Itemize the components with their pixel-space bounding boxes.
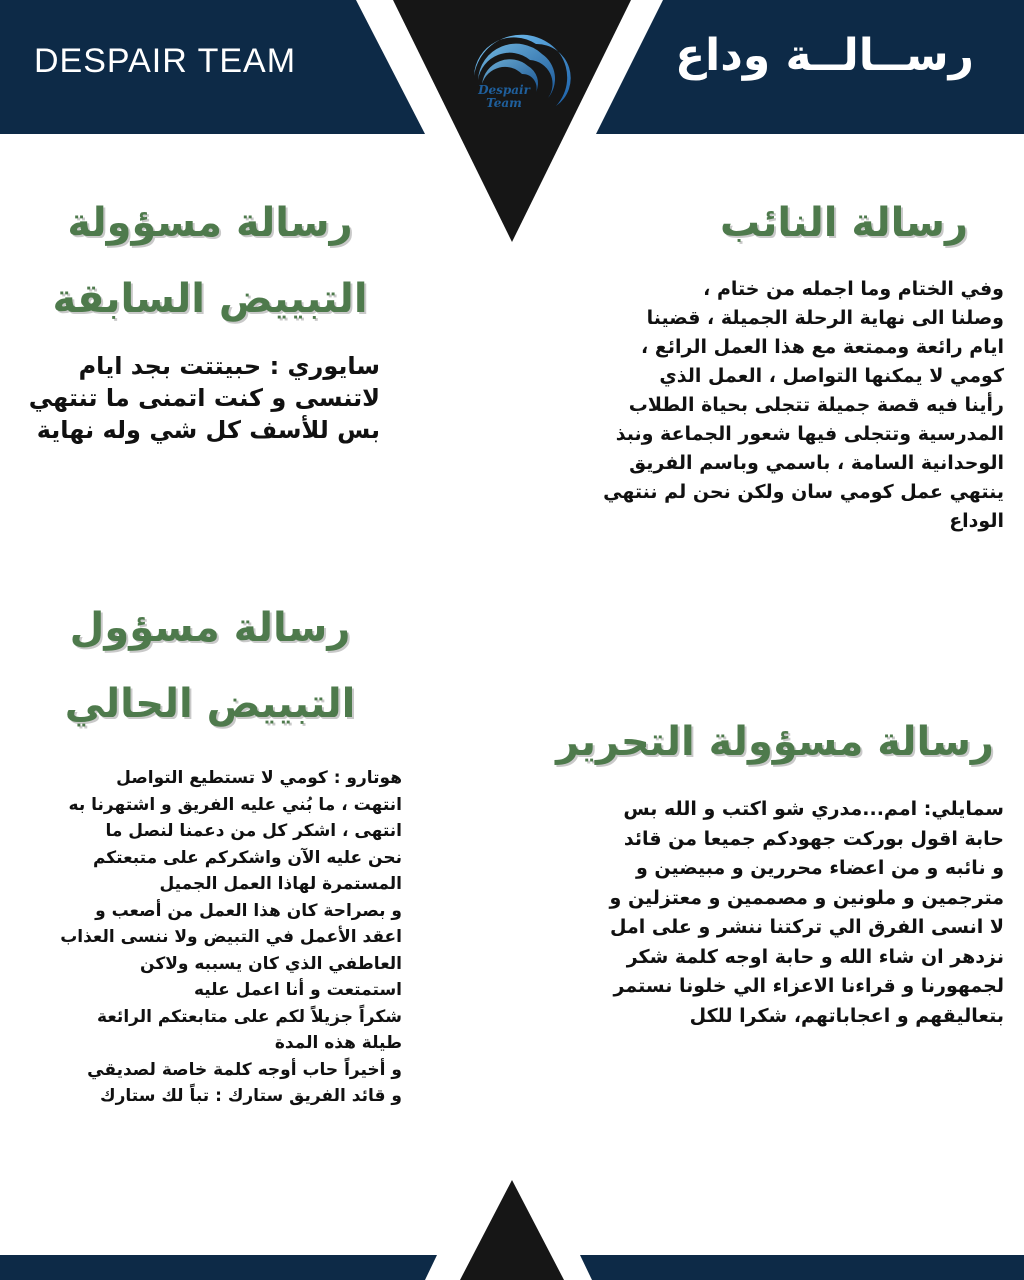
- current-cleaning-line: و قائد الفريق ستارك : تباً لك ستارك: [100, 1086, 402, 1106]
- editor-line: نزدهر ان شاء الله و حابة اوجه كلمة شكر: [626, 945, 1004, 968]
- current-cleaning-line: انتهى ، اشكر كل من دعمنا لنصل ما: [105, 821, 402, 841]
- current-cleaning-heading-line: التبييض الحالي: [64, 681, 356, 727]
- logo-caption: [466, 84, 542, 110]
- editor-line: مترجمين و ملونين و مصممين و معتزلين و: [609, 886, 1004, 909]
- former-cleaning-heading-line: التبييض السابقة: [52, 276, 368, 322]
- current-cleaning-line: و بصراحة كان هذا العمل من أصعب و: [95, 900, 402, 921]
- former-cleaning-line: لاتنسى و كنت اتمنى ما تنتهي: [28, 384, 380, 412]
- former-cleaning-line: سايوري : حبيتتت بجد ايام: [78, 352, 380, 380]
- former-cleaning-heading-line: رسالة مسؤولة: [67, 200, 353, 246]
- deputy-line: الوداع: [949, 510, 1004, 532]
- deputy-line: رأينا فيه قصة جميلة تتجلى بحياة الطلاب: [628, 394, 1004, 416]
- current-cleaning-line: هوتارو : كومي لا تستطيع التواصل: [116, 768, 402, 788]
- deputy-line: وصلنا الى نهاية الرحلة الجميلة ، قضينا: [646, 307, 1004, 329]
- deputy-line: الوحدانية السامة ، باسمي وباسم الفريق: [629, 452, 1004, 474]
- current-cleaning-line: المستمرة لهاذا العمل الجميل: [159, 874, 402, 894]
- current-cleaning-heading: [30, 590, 390, 742]
- deputy-message: [564, 275, 1004, 536]
- deputy-line: كومي لا يمكنها التواصل ، العمل الذي: [659, 365, 1004, 387]
- former-cleaning-line: بس للأسف كل شي وله نهاية: [36, 416, 380, 444]
- deputy-line: المدرسية وتتجلى فيها شعور الجماعة ونبذ: [615, 423, 1004, 445]
- bottom-center-triangle: [460, 1180, 564, 1280]
- former-cleaning-message: [28, 350, 380, 446]
- current-cleaning-line: و أخيراً حاب أوجه كلمة خاصة لصديقي: [87, 1059, 402, 1080]
- deputy-line: ينتهي عمل كومي سان ولكن نحن لم ننتهي: [603, 481, 1004, 503]
- deputy-heading-line: رسالة النائب: [719, 200, 969, 246]
- editor-heading: [540, 712, 1010, 772]
- current-cleaning-heading-line: رسالة مسؤول: [69, 605, 351, 651]
- current-cleaning-line: نحن عليه الآن واشكركم على متبعتكم: [92, 847, 402, 868]
- deputy-line: وفي الختام وما اجمله من ختام ،: [703, 278, 1004, 300]
- page-title: رســالــة وداع: [675, 30, 974, 81]
- current-cleaning-line: انتهت ، ما بُني عليه الفريق و اشتهرنا به: [68, 794, 402, 815]
- editor-line: لا انسى الفرق الي تركتنا ننشر و على امل: [610, 916, 1004, 938]
- current-cleaning-line: العاطفي الذي كان يسببه ولاكن: [140, 953, 402, 974]
- editor-line: حابة اقول بوركت جهودكم جميعا من قائد: [623, 827, 1004, 850]
- deputy-line: ايام رائعة وممتعة مع هذا العمل الرائع ،: [641, 336, 1004, 358]
- former-cleaning-heading: [20, 185, 400, 337]
- current-cleaning-line: استمتعت و أنا اعمل عليه: [193, 980, 402, 1000]
- editor-heading-line: رسالة مسؤولة التحرير: [556, 719, 994, 765]
- logo-text-line1: Despair: [478, 83, 530, 97]
- current-cleaning-line: اعقد الأعمل في التبيض ولا ننسى العذاب: [60, 927, 402, 947]
- editor-line: و نائبه و من اعضاء محررين و مبيضين و: [635, 857, 1004, 879]
- editor-line: سمايلي: امم...مدري شو اكتب و الله بس: [623, 798, 1004, 820]
- current-cleaning-line: شكراً جزيلاً لكم على متابعتكم الرائعة: [97, 1006, 402, 1027]
- editor-message: [564, 795, 1004, 1031]
- current-cleaning-line: طيلة هذه المدة: [274, 1033, 402, 1053]
- editor-line: لجمهورنا و قراءنا الاعزاء الي خلونا نستمر: [613, 975, 1004, 997]
- footer-band-left: [0, 1255, 437, 1280]
- logo-text-line2: Team: [486, 96, 522, 110]
- deputy-heading: [694, 195, 994, 251]
- editor-line: بتعاليقهم و اعجاباتهم، شكرا للكل: [689, 1004, 1004, 1027]
- footer-band-right: [580, 1255, 1024, 1280]
- brand-name: DESPAIR TEAM: [34, 42, 297, 80]
- current-cleaning-message: [20, 765, 402, 1110]
